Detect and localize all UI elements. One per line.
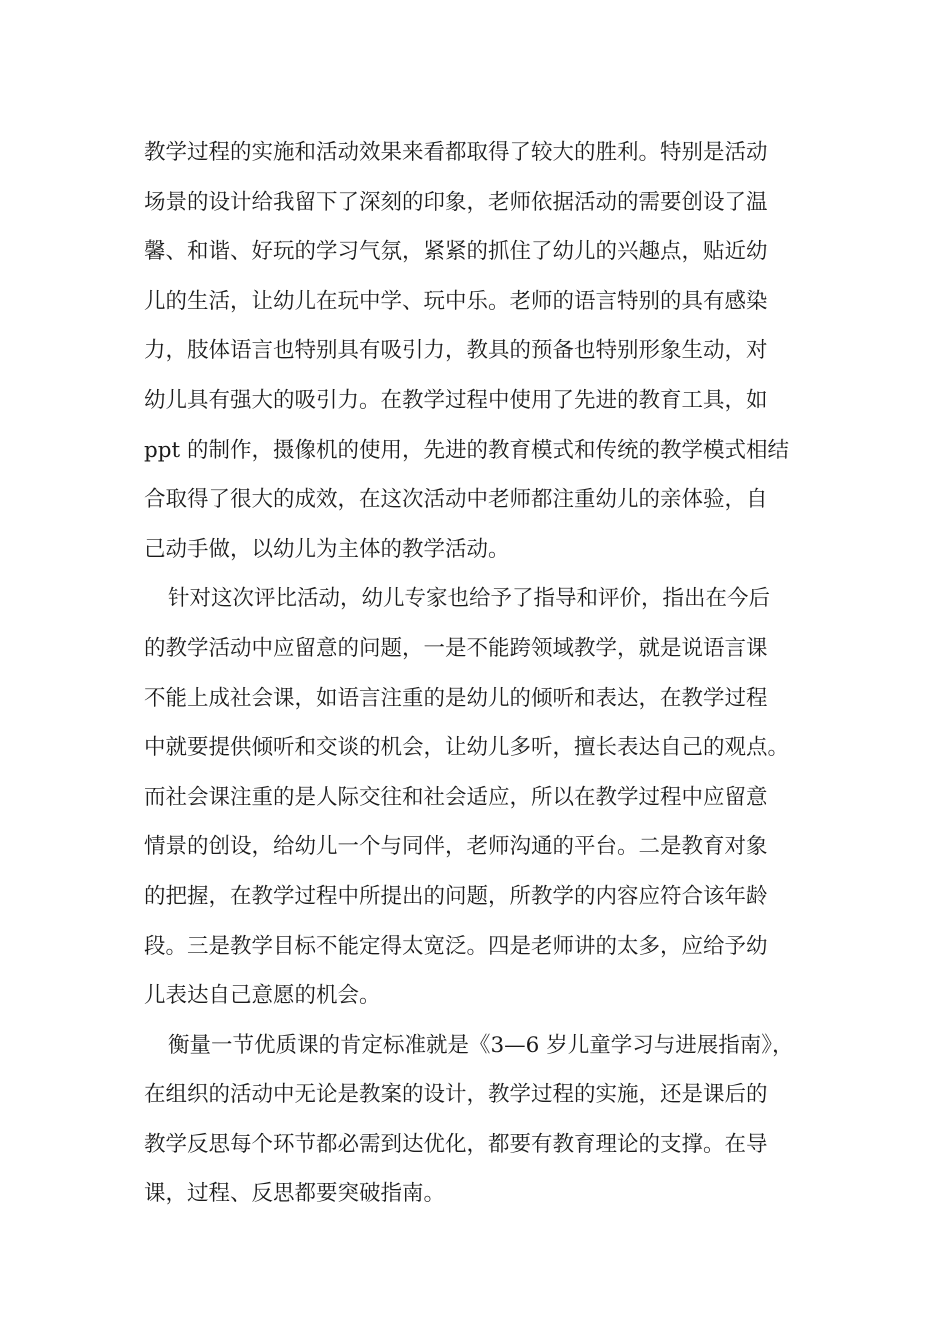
text-line: 己动手做，以幼儿为主体的教学活动。 [144,536,510,562]
text-line: 不能上成社会课，如语言注重的是幼儿的倾听和表达，在教学过程 [144,685,768,711]
text-line: ppt 的制作，摄像机的使用，先进的教育模式和传统的教学模式相结 [144,437,790,463]
body-text [144,128,814,1219]
text-line: 情景的创设，给幼儿一个与同伴，老师沟通的平台。二是教育对象 [144,834,768,860]
text-line: 教学反思每个环节都必需到达优化，都要有教育理论的支撑。在导 [144,1131,768,1157]
text-line: 幼儿具有强大的吸引力。在教学过程中使用了先进的教育工具，如 [144,387,768,413]
text-line: 馨、和谐、好玩的学习气氛，紧紧的抓住了幼儿的兴趣点，贴近幼 [144,239,768,265]
text-line: 而社会课注重的是人际交往和社会适应，所以在教学过程中应留意 [144,784,768,810]
text-line: 场景的设计给我留下了深刻的印象，老师依据活动的需要创设了温 [144,189,768,215]
text-line: 课，过程、反思都要突破指南。 [144,1181,446,1207]
paragraph-2 [144,574,814,1020]
paragraph-1 [144,128,814,574]
text-line: 在组织的活动中无论是教案的设计，教学过程的实施，还是课后的 [144,1082,768,1108]
paragraph-3 [144,1021,814,1219]
text-line: 衡量一节优质课的肯定标准就是《3—6 岁儿童学习与进展指南》， [168,1032,794,1058]
text-line: 儿表达自己意愿的机会。 [144,983,381,1009]
text-line: 中就要提供倾听和交谈的机会，让幼儿多听，擅长表达自己的观点。 [144,735,790,761]
text-line: 教学过程的实施和活动效果来看都取得了较大的胜利。特别是活动 [144,140,768,165]
text-line: 段。三是教学目标不能定得太宽泛。四是老师讲的太多，应给予幼 [144,933,768,959]
text-line: 的把握，在教学过程中所提出的问题，所教学的内容应符合该年龄 [144,883,768,909]
text-line: 儿的生活，让幼儿在玩中学、玩中乐。老师的语言特别的具有感染 [144,288,768,314]
text-line: 合取得了很大的成效，在这次活动中老师都注重幼儿的亲体验，自 [144,487,768,513]
text-line: 针对这次评比活动，幼儿专家也给予了指导和评价，指出在今后 [168,586,771,612]
text-line: 力，肢体语言也特别具有吸引力，教具的预备也特别形象生动，对 [144,338,768,364]
text-line: 的教学活动中应留意的问题，一是不能跨领域教学，就是说语言课 [144,635,768,661]
